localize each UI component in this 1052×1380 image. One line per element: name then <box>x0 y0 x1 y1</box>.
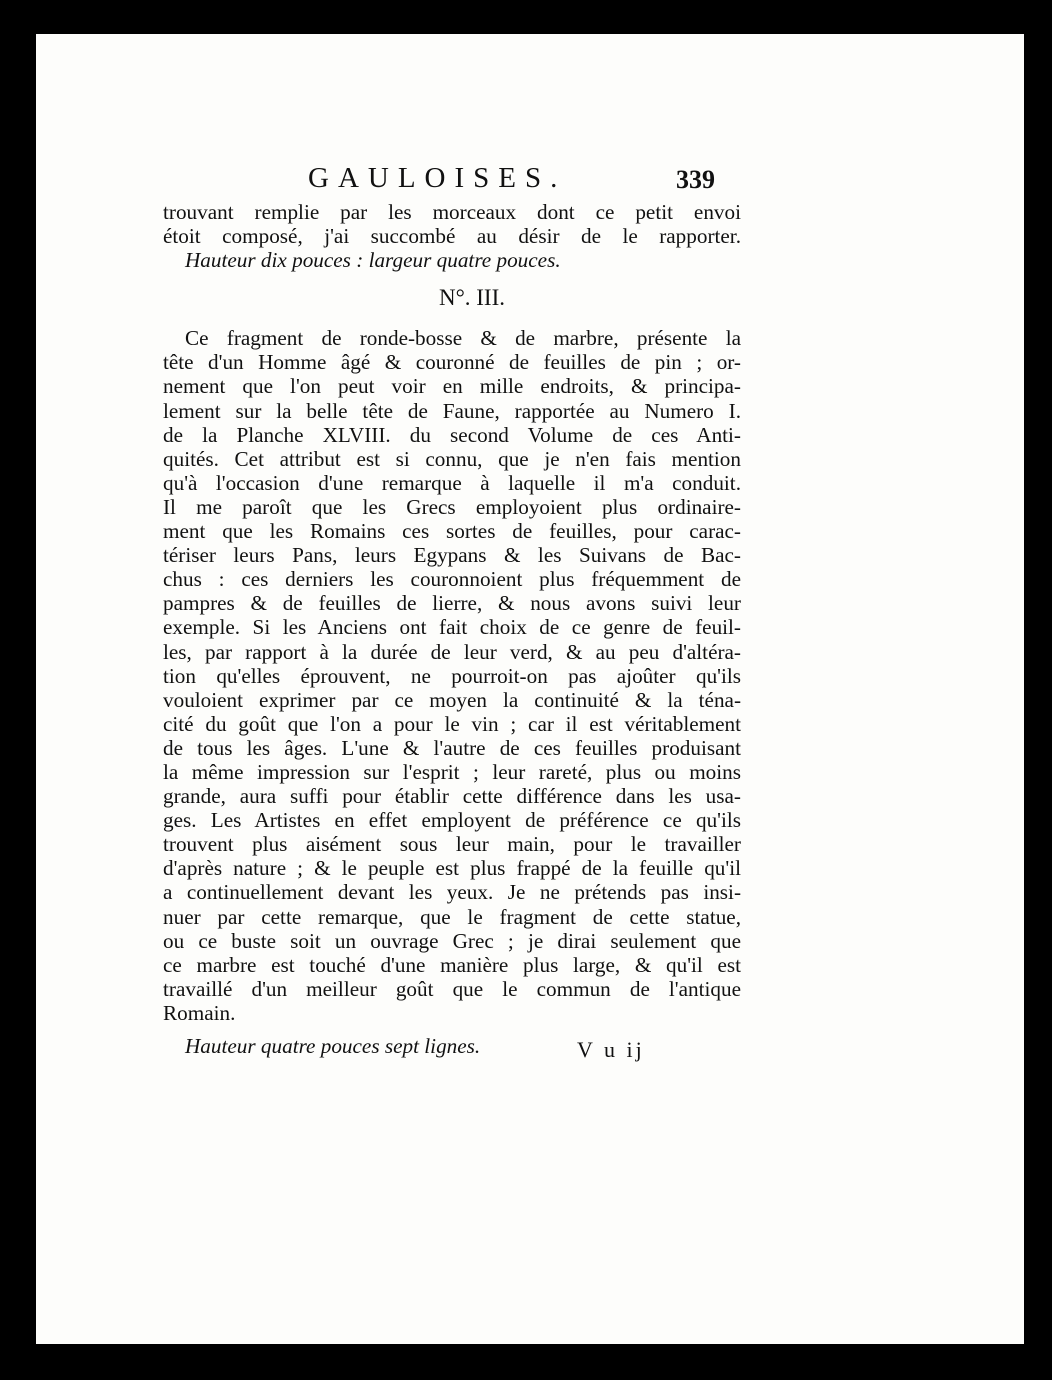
text-line: les, par rapport à la durée de leur verd, & au peu d'altéra- <box>163 639 741 664</box>
text-block <box>163 200 741 1058</box>
page-header <box>36 162 1024 202</box>
text-line: de la Planche XLVIII. du second Volume de ces Anti- <box>163 422 741 447</box>
section-heading: N°. III. <box>438 285 506 311</box>
text-line: pampres & de feuilles de lierre, & nous avons suivi leur <box>163 591 741 616</box>
dimension-note: Hauteur quatre pouces sept lignes. <box>185 1034 481 1058</box>
text-line: Ce fragment de ronde-bosse & de marbre, présente la <box>185 326 741 351</box>
text-line: trouvent plus aisément sous leur main, pour le travailler <box>163 832 741 857</box>
text-line: travaillé d'un meilleur goût que le commun de l'antique <box>163 976 741 1001</box>
text-line: nuer par cette remarque, que le fragment de cette statue, <box>163 904 741 929</box>
text-line: tion qu'elles éprouvent, ne pourroit-on pas ajoûter qu'ils <box>163 663 741 688</box>
text-line: ce marbre est touché d'une manière plus large, & qu'il est <box>163 952 741 977</box>
text-line: tériser leurs Pans, leurs Egypans & les Suivans de Bac- <box>163 543 741 568</box>
text-line: qu'à l'occasion d'une remarque à laquelle il m'a conduit. <box>163 470 741 495</box>
text-line: lement sur la belle tête de Faune, rapportée au Numero I. <box>163 398 741 423</box>
text-line: Romain. <box>163 1000 236 1025</box>
text-line: exemple. Si les Anciens ont fait choix de ce genre de feuil- <box>163 615 741 640</box>
text-line: d'après nature ; & le peuple est plus frappé de la feuille qu'il <box>163 856 741 881</box>
text-line: cité du goût que l'on a pour le vin ; car il est véritablement <box>163 711 741 736</box>
text-line: vouloient exprimer par ce moyen la continuité & la téna- <box>163 687 741 712</box>
text-line: nement que l'on peut voir en mille endroits, & principa- <box>163 374 741 399</box>
text-line: tête d'un Homme âgé & couronné de feuilles de pin ; or- <box>163 350 741 375</box>
text-line: la même impression sur l'esprit ; leur rareté, plus ou moins <box>163 759 741 784</box>
page-number: 339 <box>676 165 715 194</box>
text-line: a continuellement devant les yeux. Je ne prétends pas insi- <box>163 880 741 905</box>
text-line: chus : ces derniers les couronnoient plus fréquemment de <box>163 567 741 592</box>
text-line: de tous les âges. L'une & l'autre de ces feuilles produisant <box>163 735 741 760</box>
running-head: GAULOISES. <box>308 162 567 194</box>
text-line: trouvant remplie par les morceaux dont ce petit envoi <box>163 200 741 224</box>
text-line: étoit composé, j'ai succombé au désir de le rapporter. <box>163 224 741 249</box>
signature-mark: V u ij <box>577 1037 645 1062</box>
dimension-note: Hauteur dix pouces : largeur quatre pouces. <box>185 248 561 273</box>
text-line: ment que les Romains ces sortes de feuilles, pour carac- <box>163 519 741 544</box>
book-page <box>36 34 1024 1344</box>
text-line: ges. Les Artistes en effet employent de préférence ce qu'ils <box>163 808 741 833</box>
text-line: Il me paroît que les Grecs employoient plus ordinaire- <box>163 494 741 519</box>
text-line: grande, aura suffi pour établir cette différence dans les usa- <box>163 784 741 809</box>
text-line: ou ce buste soit un ouvrage Grec ; je dirai seulement que <box>163 928 741 953</box>
text-line: quités. Cet attribut est si connu, que je n'en fais mention <box>163 446 741 471</box>
